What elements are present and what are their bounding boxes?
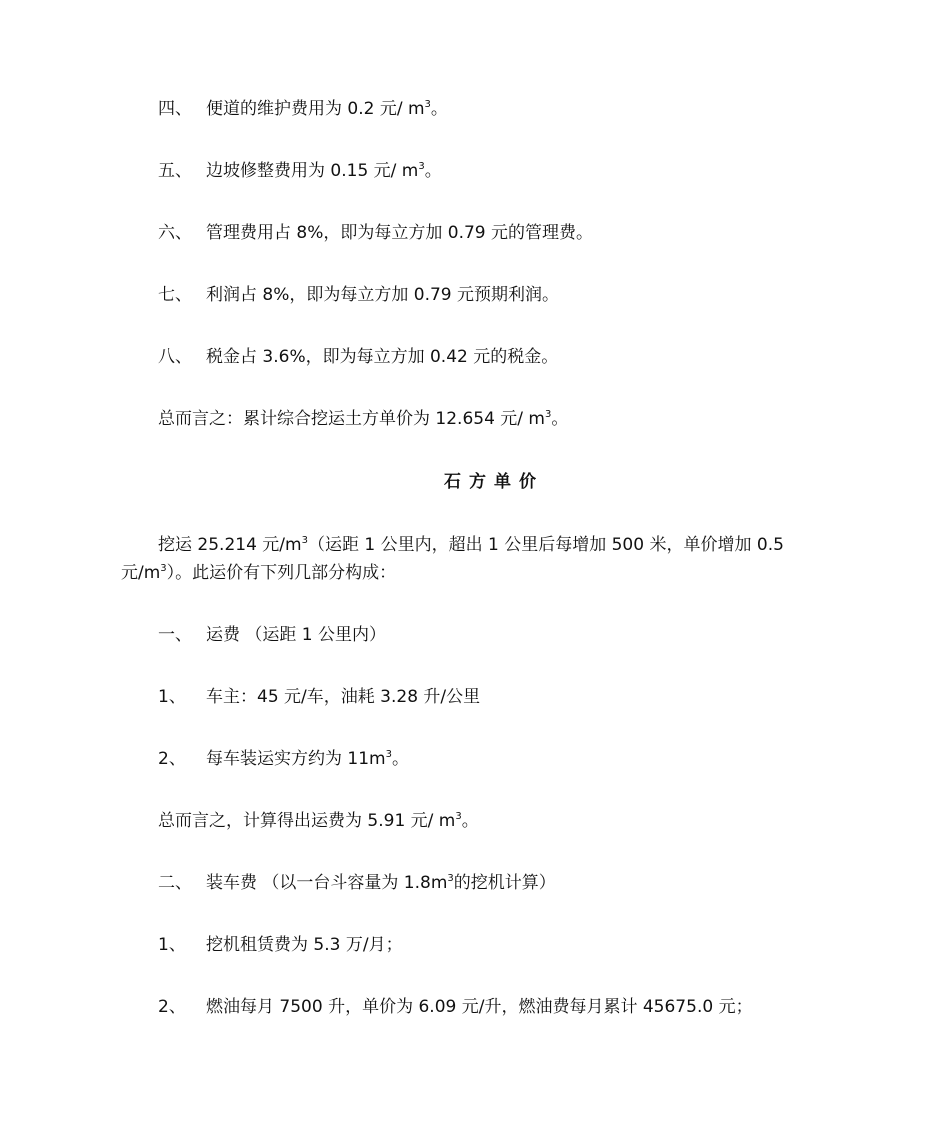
- item-number: 八、: [158, 347, 192, 367]
- superscript: 3: [385, 749, 392, 760]
- item-number: 1、: [158, 687, 186, 707]
- summary-text-end: 。: [551, 409, 569, 429]
- list-item: [158, 934, 403, 956]
- list-item: [158, 222, 593, 244]
- intro-line-1: [158, 534, 784, 556]
- item-number: 1、: [158, 935, 186, 955]
- superscript: 3: [160, 563, 167, 574]
- section-title: 石方单价: [444, 472, 544, 492]
- item-text-end: 的挖机计算）: [453, 873, 556, 893]
- list-item: [158, 284, 559, 306]
- item-number: 一、: [158, 625, 192, 645]
- item-number: 四、: [158, 99, 192, 119]
- item-text-end: 。: [424, 161, 442, 181]
- summary-text: 总而言之，计算得出运费为 5.91 元/ m: [158, 811, 456, 831]
- superscript: 3: [301, 535, 308, 546]
- intro-text-cont: （运距 1 公里内，超出 1 公里后每增加 500 米，单价增加 0.5: [307, 535, 784, 555]
- list-item: [158, 872, 556, 894]
- item-text-end: 。: [391, 749, 409, 769]
- intro-text: 挖运 25.214 元/m: [158, 535, 302, 555]
- item-text: 挖机租赁费为 5.3 万/月；: [206, 935, 403, 955]
- item-text: 每车装运实方约为 11m: [206, 749, 386, 769]
- item-text: 利润占 8%，即为每立方加 0.79 元预期利润。: [206, 285, 560, 305]
- list-item: [158, 686, 480, 708]
- intro-text-cont: ）。此运价有下列几部分构成：: [166, 563, 397, 583]
- list-item: [158, 624, 386, 646]
- list-item: [158, 160, 442, 182]
- intro-line-2: [121, 562, 396, 584]
- item-number: 二、: [158, 873, 192, 893]
- item-text: 装车费 （以一台斗容量为 1.8m: [206, 873, 448, 893]
- list-item: [158, 996, 753, 1018]
- item-number: 六、: [158, 223, 192, 243]
- list-item: [158, 346, 558, 368]
- list-item: [158, 748, 409, 770]
- summary-text: 总而言之：累计综合挖运土方单价为 12.654 元/ m: [158, 409, 545, 429]
- item-text: 管理费用占 8%，即为每立方加 0.79 元的管理费。: [206, 223, 594, 243]
- intro-text: 元/m: [121, 563, 161, 583]
- summary-text-end: 。: [461, 811, 479, 831]
- superscript: 3: [544, 409, 552, 420]
- item-text-end: 。: [430, 99, 448, 119]
- superscript: 3: [447, 873, 454, 884]
- superscript: 3: [418, 161, 425, 172]
- item-number: 五、: [158, 161, 192, 181]
- item-number: 2、: [158, 749, 186, 769]
- item-text: 车主：45 元/车，油耗 3.28 升/公里: [206, 687, 481, 707]
- item-text: 边坡修整费用为 0.15 元/ m: [206, 161, 419, 181]
- summary-paragraph: [158, 810, 479, 832]
- superscript: 3: [424, 99, 431, 110]
- item-text: 税金占 3.6%，即为每立方加 0.42 元的税金。: [206, 347, 559, 367]
- list-item: [158, 98, 448, 120]
- item-text: 便道的维护费用为 0.2 元/ m: [206, 99, 425, 119]
- item-text: 燃油每月 7500 升，单价为 6.09 元/升，燃油费每月累计 45675.0 元；: [206, 997, 753, 1017]
- item-number: 2、: [158, 997, 186, 1017]
- superscript: 3: [455, 811, 462, 822]
- item-text: 运费 （运距 1 公里内）: [206, 625, 387, 645]
- item-number: 七、: [158, 285, 192, 305]
- summary-paragraph: [158, 408, 568, 430]
